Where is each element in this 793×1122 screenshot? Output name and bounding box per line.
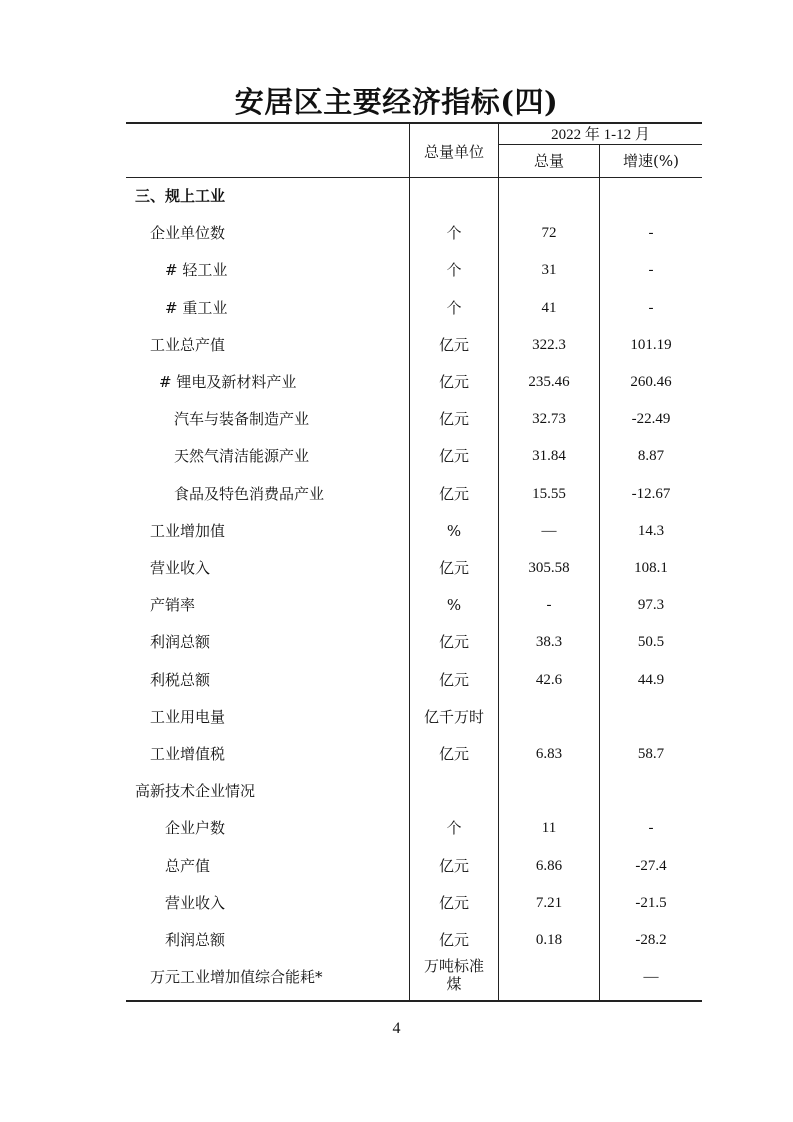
row-label: 工业用电量 xyxy=(150,707,226,726)
row-rate: 50.5 xyxy=(637,634,665,651)
row-rate: 260.46 xyxy=(630,374,672,390)
row-label: 营业收入 xyxy=(165,893,226,912)
row-rate: 14.3 xyxy=(637,522,665,539)
row-label: # 锂电及新材料产业 xyxy=(159,373,297,391)
row-total: 6.83 xyxy=(535,746,563,762)
row-label: # 轻工业 xyxy=(165,261,228,280)
row-label: 利润总额 xyxy=(150,633,211,652)
row-total: 7.21 xyxy=(535,894,563,911)
row-label: 企业户数 xyxy=(165,819,226,838)
row-unit: 亿元 xyxy=(438,410,469,429)
row-total: — xyxy=(541,522,557,539)
row-unit: 个 xyxy=(446,261,462,280)
total-header: 总量 xyxy=(533,152,564,170)
row-rate: 58.7 xyxy=(637,746,665,762)
row-unit: 个 xyxy=(446,224,462,243)
row-label: 万元工业增加值综合能耗* xyxy=(150,968,323,987)
table-bottom-rule xyxy=(126,1000,702,1002)
rate-header: 增速(%) xyxy=(623,152,679,170)
row-unit: 亿元 xyxy=(438,931,469,949)
row-label: 工业总产值 xyxy=(150,335,226,354)
row-unit: % xyxy=(446,596,462,615)
row-unit: 亿元 xyxy=(438,559,469,577)
row-rate: -12.67 xyxy=(631,485,671,502)
row-total: 72 xyxy=(541,225,557,242)
row-total: 235.46 xyxy=(528,374,570,390)
row-total: 38.3 xyxy=(535,634,563,651)
row-label: 工业增加值 xyxy=(150,521,226,540)
row-total: 15.55 xyxy=(532,485,566,502)
row-unit: 亿元 xyxy=(438,893,469,912)
row-total: 0.18 xyxy=(535,932,563,948)
row-rate: 108.1 xyxy=(634,560,668,576)
row-total: 31.84 xyxy=(532,448,566,465)
row-label: 工业增值税 xyxy=(150,745,226,763)
row-rate: 97.3 xyxy=(637,597,665,614)
row-unit: 亿元 xyxy=(438,633,469,652)
page-title: 安居区主要经济指标(四) xyxy=(234,85,559,119)
row-total: 305.58 xyxy=(528,560,570,576)
row-label: 营业收入 xyxy=(150,559,211,577)
row-rate: -22.49 xyxy=(631,411,671,428)
row-unit: 亿元 xyxy=(438,335,469,354)
row-label: 三、规上工业 xyxy=(135,187,226,205)
row-rate: - xyxy=(648,820,654,837)
row-label: 利税总额 xyxy=(150,670,211,689)
row-label: 企业单位数 xyxy=(150,224,226,243)
unit-header: 总量单位 xyxy=(423,143,484,161)
row-unit: 煤 xyxy=(446,975,462,994)
row-label: 汽车与装备制造产业 xyxy=(174,410,310,429)
row-unit: 亿千万时 xyxy=(423,707,484,726)
row-label: 总产值 xyxy=(165,856,211,875)
row-unit: 亿元 xyxy=(438,373,469,391)
row-total: - xyxy=(546,597,552,614)
row-rate: 44.9 xyxy=(637,671,665,688)
row-label: 高新技术企业情况 xyxy=(135,782,256,801)
row-label: 食品及特色消费品产业 xyxy=(174,484,325,503)
row-rate: 101.19 xyxy=(630,336,672,353)
row-unit: 亿元 xyxy=(438,484,469,503)
row-rate: - xyxy=(648,225,654,242)
row-rate: -27.4 xyxy=(635,857,667,874)
row-label: 利润总额 xyxy=(165,931,226,949)
row-unit: 亿元 xyxy=(438,670,469,689)
row-unit: 亿元 xyxy=(438,745,469,763)
row-label: # 重工业 xyxy=(165,298,228,317)
row-rate: — xyxy=(643,969,659,986)
row-total: 322.3 xyxy=(532,336,566,353)
row-rate: - xyxy=(648,262,654,279)
row-unit: 个 xyxy=(446,819,462,838)
row-total: 6.86 xyxy=(535,857,563,874)
row-unit: % xyxy=(446,521,462,540)
indicator-table xyxy=(126,122,702,1002)
row-unit: 个 xyxy=(446,298,462,317)
row-total: 11 xyxy=(541,820,557,837)
row-total: 32.73 xyxy=(532,411,566,428)
row-rate: -21.5 xyxy=(635,894,667,911)
row-unit: 亿元 xyxy=(438,856,469,875)
row-rate: 8.87 xyxy=(637,448,665,465)
row-label: 天然气清洁能源产业 xyxy=(174,447,310,466)
row-total: 41 xyxy=(541,299,557,316)
row-total: 31 xyxy=(541,262,557,279)
row-label: 产销率 xyxy=(150,596,196,615)
row-rate: -28.2 xyxy=(635,932,667,948)
period-rule xyxy=(499,144,702,145)
row-rate: - xyxy=(648,299,654,316)
page-number: 4 xyxy=(392,1020,401,1037)
row-unit: 亿元 xyxy=(438,447,469,466)
row-unit: 万吨标准 xyxy=(423,957,484,976)
header-bottom-rule xyxy=(126,177,702,178)
period-header: 2022 年 1-12 月 xyxy=(551,127,650,143)
row-total: 42.6 xyxy=(535,671,563,688)
